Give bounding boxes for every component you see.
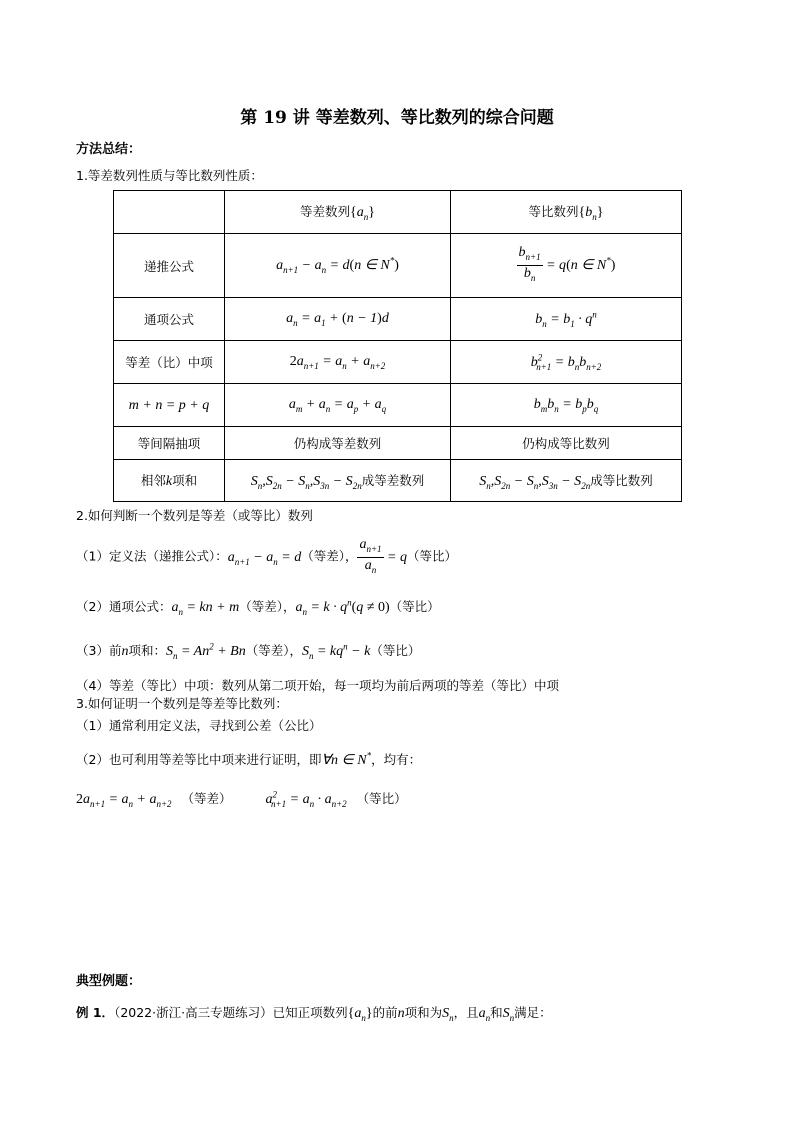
geom-formula: $b_mb_n = b_pb_q$ xyxy=(451,384,682,427)
row-label: m + n = p + q xyxy=(114,384,225,427)
arith-text: 仍构成等差数列 xyxy=(225,427,451,460)
table-header-arith: 等差数列$\{a_n\}$ xyxy=(225,191,451,234)
geom-formula: $b_n = b_1 \cdot q^n$ xyxy=(451,298,682,341)
prove-item-2: （2）也可利用等差等比中项来进行证明，即∀n ∈ N*，均有： xyxy=(76,750,422,768)
geom-formula: $b^2_{n+1} = b_nb_{n+2}$ xyxy=(451,341,682,384)
arith-formula: $a_{n+1} - a_n = d(n$ ∈ N*) xyxy=(225,234,451,298)
arith-text: $S_n,S_{2n} - S_n,S_{3n} - S_{2n}$成等差数列 xyxy=(225,460,451,502)
judge-item-3: （3）前n项和：$S_n = An^2 + Bn$（等差），$S_n = kq^n - k$（等比） xyxy=(76,641,421,661)
arith-formula: $a_n = a_1 + (n - 1)d$ xyxy=(225,298,451,341)
geom-formula: $\frac{b_{n+1}}{b_n}$ = q(n ∈ N*) xyxy=(451,234,682,298)
prove-equations: $2a_{n+1} = a_n + a_{n+2}$ （等差） $a^2_{n+1} = a_n \cdot a_{n+2}$ （等比） xyxy=(76,789,407,809)
example-1: 例 1．（2022·浙江·高三专题练习）已知正项数列$\{a_n\}$的前n项和为$S_n$，且$a_n$和$S_n$满足： xyxy=(76,1005,552,1023)
row-label: 递推公式 xyxy=(114,234,225,298)
table-header-row xyxy=(114,191,682,234)
geom-text: 仍构成等比数列 xyxy=(451,427,682,460)
judge-item-4: （4）等差（等比）中项：数列从第二项开始，每一项均为前后两项的等差（等比）中项 xyxy=(76,678,559,693)
table-header-blank xyxy=(114,191,225,234)
section2-heading: 2.如何判断一个数列是等差（或等比）数列 xyxy=(76,508,313,523)
table-row xyxy=(114,427,682,460)
table-row xyxy=(114,460,682,502)
table-row xyxy=(114,341,682,384)
row-label: 相邻k项和 xyxy=(114,460,225,502)
method-heading: 方法总结： xyxy=(76,142,142,157)
section1-heading: 1.等差数列性质与等比数列性质： xyxy=(76,168,263,183)
row-label: 等差（比）中项 xyxy=(114,341,225,384)
row-label: 等间隔抽项 xyxy=(114,427,225,460)
geom-text: $S_n,S_{2n} - S_n,S_{3n} - S_{2n}$成等比数列 xyxy=(451,460,682,502)
table-row xyxy=(114,234,682,298)
table-row xyxy=(114,298,682,341)
arith-formula: $a_m + a_n = a_p + a_q$ xyxy=(225,384,451,427)
examples-heading: 典型例题： xyxy=(76,974,142,989)
section3-heading: 3.如何证明一个数列是等差等比数列： xyxy=(76,696,288,711)
table-row xyxy=(114,384,682,427)
page-title: 第 19 讲 等差数列、等比数列的综合问题 xyxy=(240,108,554,128)
properties-table xyxy=(113,190,682,502)
judge-item-2: （2）通项公式：$a_n$ = kn + m（等差），$a_n = k \cdot q^n(q \ne 0)$（等比） xyxy=(76,597,440,617)
arith-formula: $2a_{n+1} = a_n + a_{n+2}$ xyxy=(225,341,451,384)
row-label: 通项公式 xyxy=(114,298,225,341)
judge-item-1: （1）定义法（递推公式）：$a_{n+1} - a_n = d$（等差）， $\frac{a_{n+1}}{a_n}$ = q（等比） xyxy=(76,537,458,575)
table-header-geom: 等比数列$\{b_n\}$ xyxy=(451,191,682,234)
prove-item-1: （1）通常利用定义法，寻找到公差（公比） xyxy=(76,718,322,733)
